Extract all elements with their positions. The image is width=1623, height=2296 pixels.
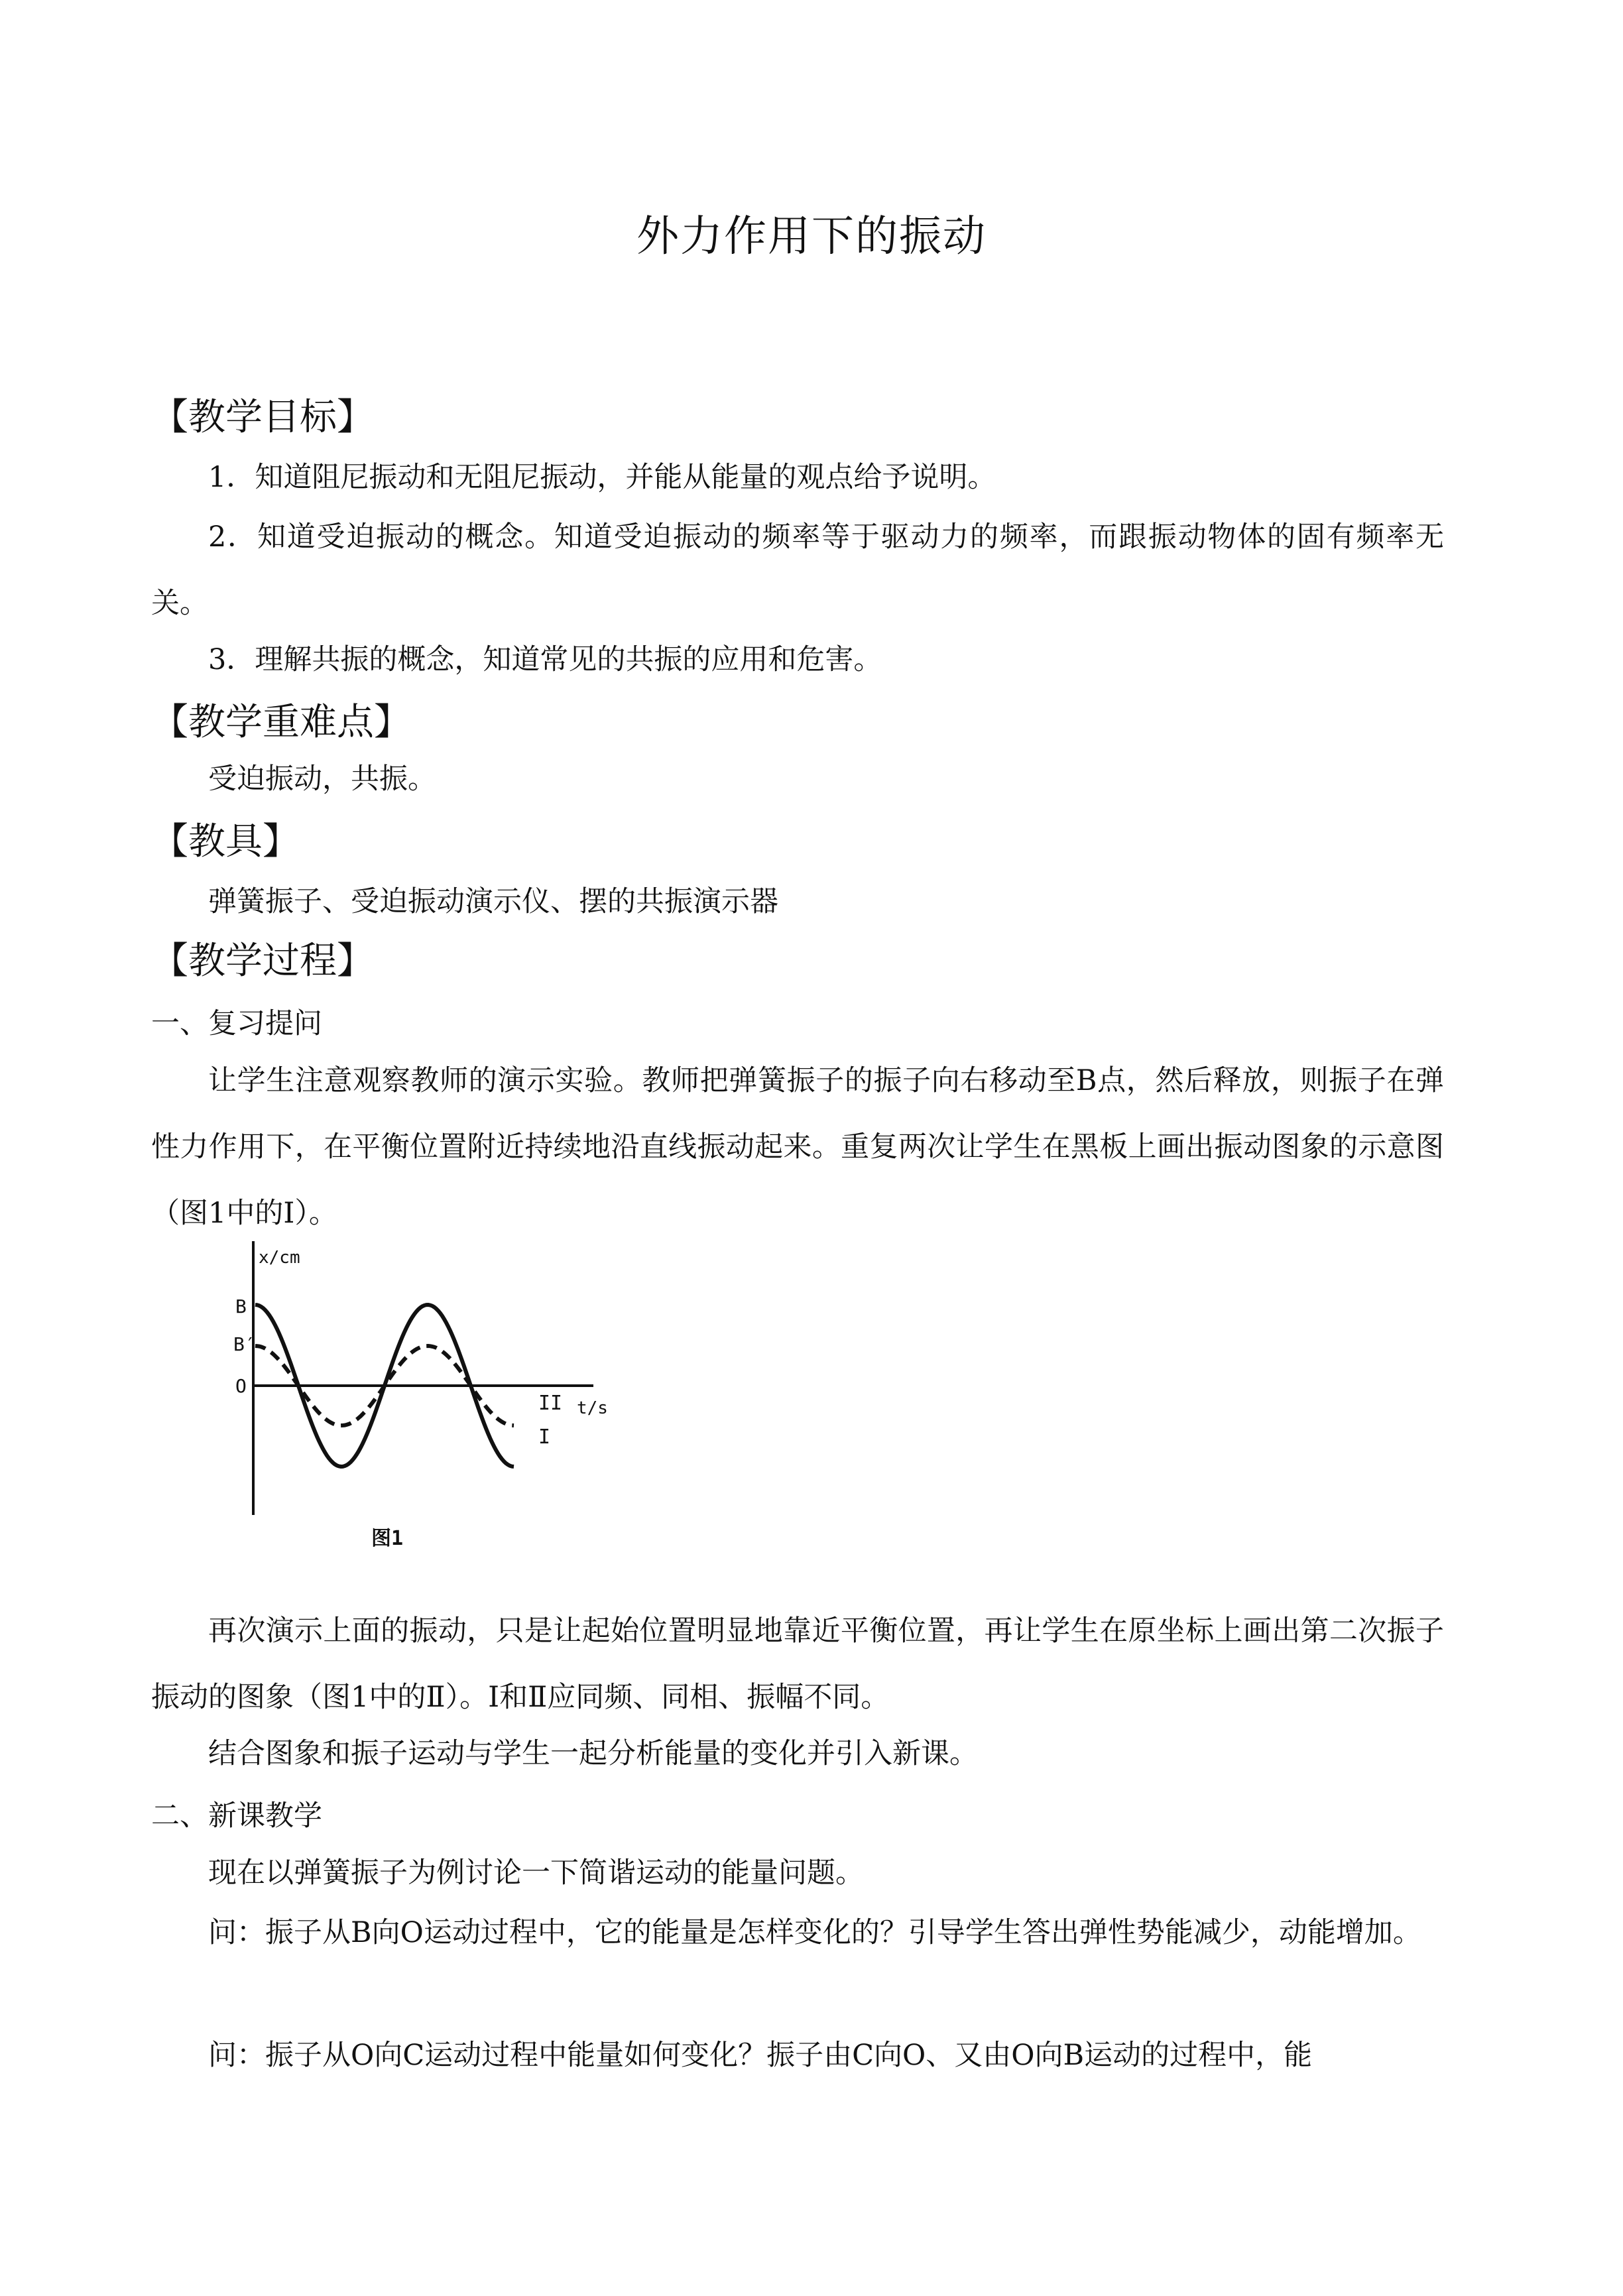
tick-label-O: O: [235, 1375, 247, 1397]
section-heading-objectives: 【教学目标】: [151, 396, 374, 439]
y-axis-label: x/cm: [259, 1248, 300, 1268]
part2-paragraph-3: 问：振子从O向C运动过程中能量如何变化？振子由C向O、又由O向B运动的过程中，能: [208, 2039, 1313, 2072]
figure-1: [225, 1233, 636, 1578]
vibration-graph: [225, 1233, 636, 1578]
page-title: 外力作用下的振动: [636, 212, 987, 261]
tools-text: 弹簧振子、受迫振动演示仪、摆的共振演示器: [208, 885, 778, 918]
tick-label-B: B: [235, 1296, 247, 1317]
part2-title: 二、新课教学: [151, 1799, 322, 1833]
curve-I-label: I: [538, 1425, 551, 1449]
objective-item-1: 1．知道阻尼振动和无阻尼振动，并能从能量的观点给予说明。: [208, 461, 996, 494]
part2-paragraph-1: 现在以弹簧振子为例讨论一下简谐运动的能量问题。: [208, 1856, 864, 1890]
key-points-text: 受迫振动，共振。: [208, 762, 436, 796]
part1-paragraph-2: 再次演示上面的振动，只是让起始位置明显地靠近平衡位置，再让学生在原坐标上画出第二次振子振动的图象（图1中的Ⅱ）。Ⅰ和Ⅱ应同频、同相、振幅不同。: [151, 1614, 1444, 1714]
figure-caption: 图1: [371, 1527, 404, 1550]
objective-item-2: 2．知道受迫振动的概念。知道受迫振动的频率等于驱动力的频率，而跟振动物体的固有频率无关。: [151, 520, 1444, 620]
section-heading-tools: 【教具】: [151, 820, 300, 863]
x-axis-label: t/s: [577, 1398, 608, 1418]
part1-paragraph-1: 让学生注意观察教师的演示实验。教师把弹簧振子的振子向右移动至B点，然后释放，则振子在弹性力作用下，在平衡位置附近持续地沿直线振动起来。重复两次让学生在黑板上画出振动图象的示意图（图1中的Ⅰ）。: [151, 1064, 1444, 1230]
part1-title: 一、复习提问: [151, 1007, 322, 1040]
curve-II-label: II: [538, 1392, 563, 1415]
objective-item-3: 3．理解共振的概念，知道常见的共振的应用和危害。: [208, 643, 882, 676]
section-heading-key-points: 【教学重难点】: [151, 701, 411, 744]
part2-paragraph-2: 问：振子从B向O运动过程中，它的能量是怎样变化的？引导学生答出弹性势能减少，动能增加。: [208, 1916, 1421, 1949]
part1-paragraph-3: 结合图象和振子运动与学生一起分析能量的变化并引入新课。: [208, 1737, 978, 1770]
section-heading-process: 【教学过程】: [151, 939, 374, 983]
tick-label-B-prime: B′: [233, 1333, 256, 1355]
